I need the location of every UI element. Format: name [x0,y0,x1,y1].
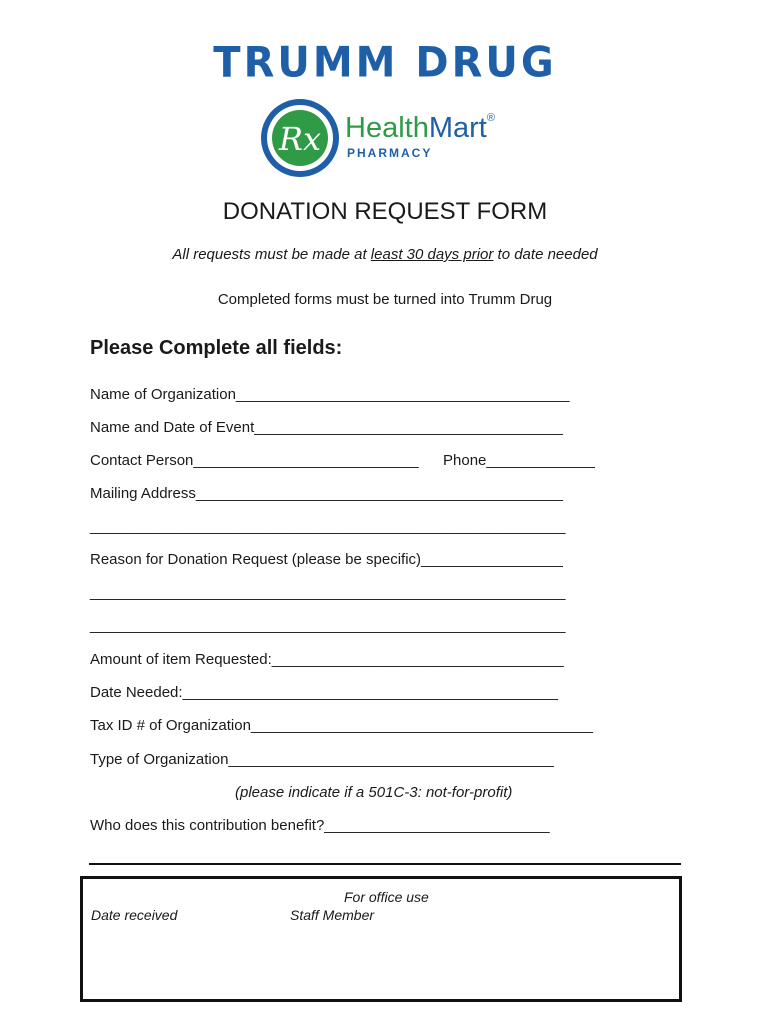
date-needed-field[interactable]: Date Needed:_____________________________________________ [90,684,558,701]
rx-symbol: Rx [278,120,322,158]
health-mart-wordmark [345,112,495,145]
organization-name-field[interactable]: Name of Organization________________________________________ [90,386,570,403]
section-divider [89,863,681,865]
section-heading: Please Complete all fields: [90,337,343,359]
pharmacy-word: PHARMACY [347,146,433,160]
organization-type-field[interactable]: Type of Organization_______________________________________ [90,751,554,768]
date-received-label: Date received [91,907,178,923]
completed-forms-note: Completed forms must be turned into Trumm Drug [217,291,553,308]
beneficiary-field[interactable]: Who does this contribution benefit?___________________________ [90,817,550,834]
notice-before: All requests must be made at [172,246,371,263]
office-use-label: For office use [344,889,429,905]
form-title: DONATION REQUEST FORM [222,198,548,225]
phone-field[interactable]: Phone_____________ [443,452,595,469]
registered-mark: ® [486,112,495,124]
notice-after: to date needed [493,246,598,263]
donation-reason-field[interactable]: Reason for Donation Request (please be specific)_________________ [90,551,563,568]
donation-reason-continued-field-1[interactable]: _________________________________________________________ [90,584,566,601]
donation-reason-continued-field-2[interactable]: _________________________________________________________ [90,617,566,634]
contact-person-field[interactable]: Contact Person___________________________ [90,452,419,469]
organization-type-note: (please indicate if a 501C-3: not-for-profit) [235,784,513,801]
notice-underlined: least 30 days prior [370,246,494,263]
staff-member-label: Staff Member [290,907,375,923]
mart-word: Mart [428,112,487,144]
amount-requested-field[interactable]: Amount of item Requested:___________________________________ [90,651,564,668]
request-deadline-note [0,246,770,263]
mailing-address-continued-field[interactable]: _________________________________________________________ [90,518,566,535]
tax-id-field[interactable]: Tax ID # of Organization_________________________________________ [90,717,593,734]
event-name-date-field[interactable]: Name and Date of Event_____________________________________ [90,419,563,436]
brand-name: TRUMM DRUG [213,38,557,88]
mailing-address-field[interactable]: Mailing Address____________________________________________ [90,485,563,502]
health-word: Health [345,112,429,144]
